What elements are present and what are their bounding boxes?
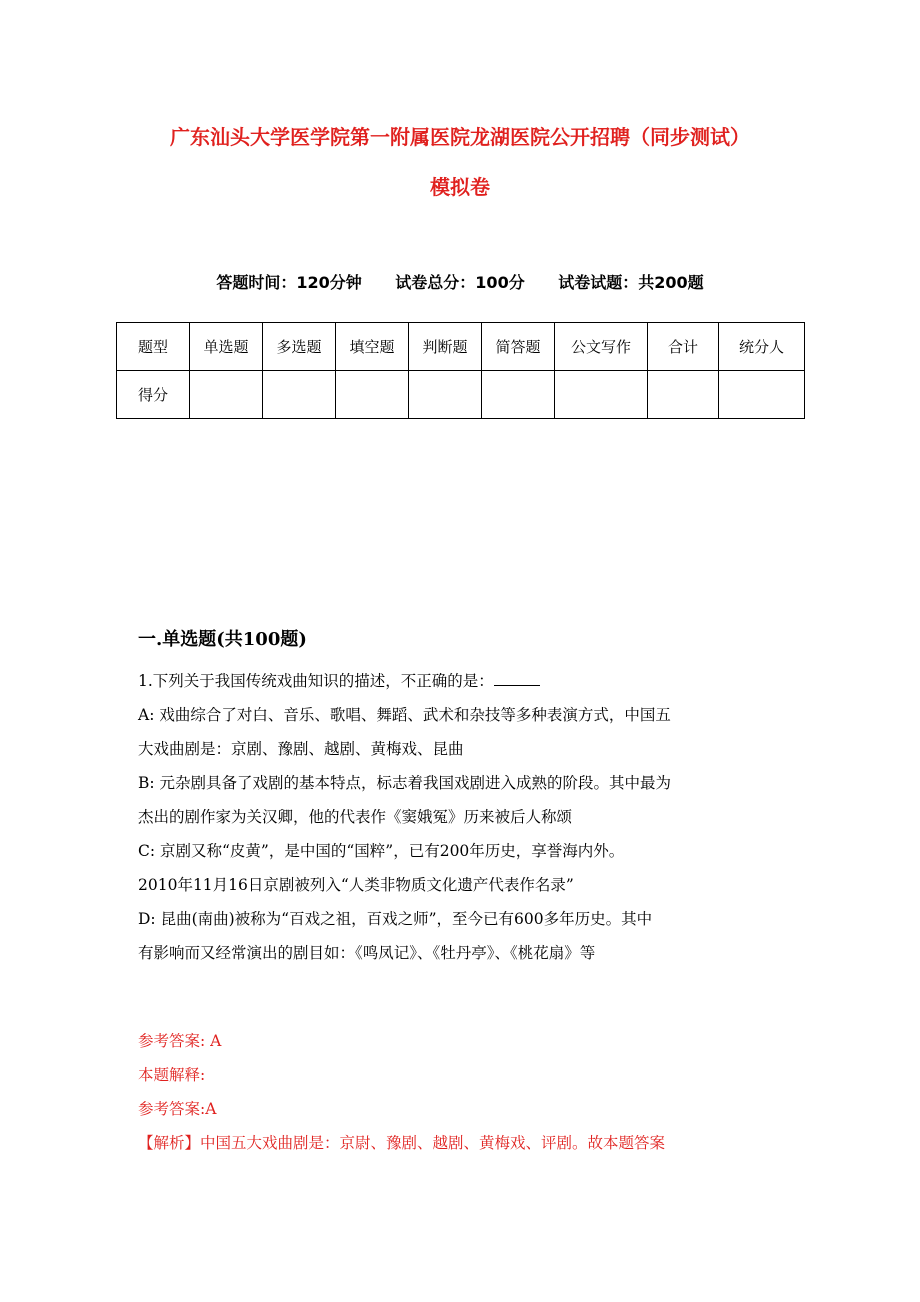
header-cell: 合计 bbox=[648, 323, 719, 371]
reference-answer: 参考答案: A bbox=[138, 1032, 222, 1050]
option-b-line2: 杰出的剧作家为关汉卿，他的代表作《窦娥冤》历来被后人称颂 bbox=[138, 808, 573, 826]
header-cell: 题型 bbox=[117, 323, 190, 371]
score-cell bbox=[482, 371, 555, 419]
score-cell bbox=[409, 371, 482, 419]
score-table-score-row bbox=[117, 371, 805, 419]
score-cell bbox=[263, 371, 336, 419]
document-title: 广东汕头大学医学院第一附属医院龙湖医院公开招聘（同步测试） bbox=[170, 125, 750, 149]
exam-total-score: 试卷总分：100分 bbox=[395, 273, 525, 292]
header-cell: 判断题 bbox=[409, 323, 482, 371]
score-table bbox=[116, 322, 805, 419]
score-cell bbox=[555, 371, 648, 419]
explanation-label: 本题解释: bbox=[138, 1066, 206, 1084]
answer-block bbox=[138, 1024, 788, 1160]
score-cell bbox=[190, 371, 263, 419]
question-stem: 1.下列关于我国传统戏曲知识的描述，不正确的是： bbox=[138, 664, 788, 698]
header-cell: 多选题 bbox=[263, 323, 336, 371]
option-c-line2: 2010年11月16日京剧被列入“人类非物质文化遗产代表作名录” bbox=[138, 876, 574, 894]
score-table-header-row bbox=[117, 323, 805, 371]
exam-time: 答题时间：120分钟 bbox=[216, 273, 362, 292]
row-label-cell: 得分 bbox=[117, 371, 190, 419]
reference-answer-2: 参考答案:A bbox=[138, 1100, 217, 1118]
score-cell bbox=[648, 371, 719, 419]
option-a-line1: A: 戏曲综合了对白、音乐、歌唱、舞蹈、武术和杂技等多种表演方式，中国五 bbox=[138, 706, 671, 724]
option-d-line1: D: 昆曲(南曲)被称为“百戏之祖，百戏之师”，至今已有600多年历史。其中 bbox=[138, 910, 653, 928]
option-c-line1: C: 京剧又称“皮黄”，是中国的“国粹”，已有200年历史，享誉海内外。 bbox=[138, 842, 625, 860]
header-cell: 填空题 bbox=[336, 323, 409, 371]
exam-question-count: 试卷试题：共200题 bbox=[558, 273, 704, 292]
header-cell: 简答题 bbox=[482, 323, 555, 371]
exam-meta bbox=[0, 270, 920, 293]
answer-blank bbox=[494, 667, 540, 686]
option-a-line2: 大戏曲剧是：京剧、豫剧、越剧、黄梅戏、昆曲 bbox=[138, 740, 464, 758]
header-cell: 单选题 bbox=[190, 323, 263, 371]
question-block bbox=[138, 664, 788, 970]
score-cell bbox=[336, 371, 409, 419]
analysis-text: 【解析】中国五大戏曲剧是：京尉、豫剧、越剧、黄梅戏、评剧。故本题答案 bbox=[138, 1134, 666, 1152]
header-cell: 统分人 bbox=[719, 323, 805, 371]
option-b-line1: B: 元杂剧具备了戏剧的基本特点，标志着我国戏剧进入成熟的阶段。其中最为 bbox=[138, 774, 672, 792]
score-cell bbox=[719, 371, 805, 419]
header-cell: 公文写作 bbox=[555, 323, 648, 371]
document-subtitle: 模拟卷 bbox=[430, 175, 490, 199]
section-title: 一.单选题(共100题) bbox=[138, 629, 307, 650]
option-d-line2: 有影响而又经常演出的剧目如：《鸣凤记》、《牡丹亭》、《桃花扇》等 bbox=[138, 944, 596, 962]
